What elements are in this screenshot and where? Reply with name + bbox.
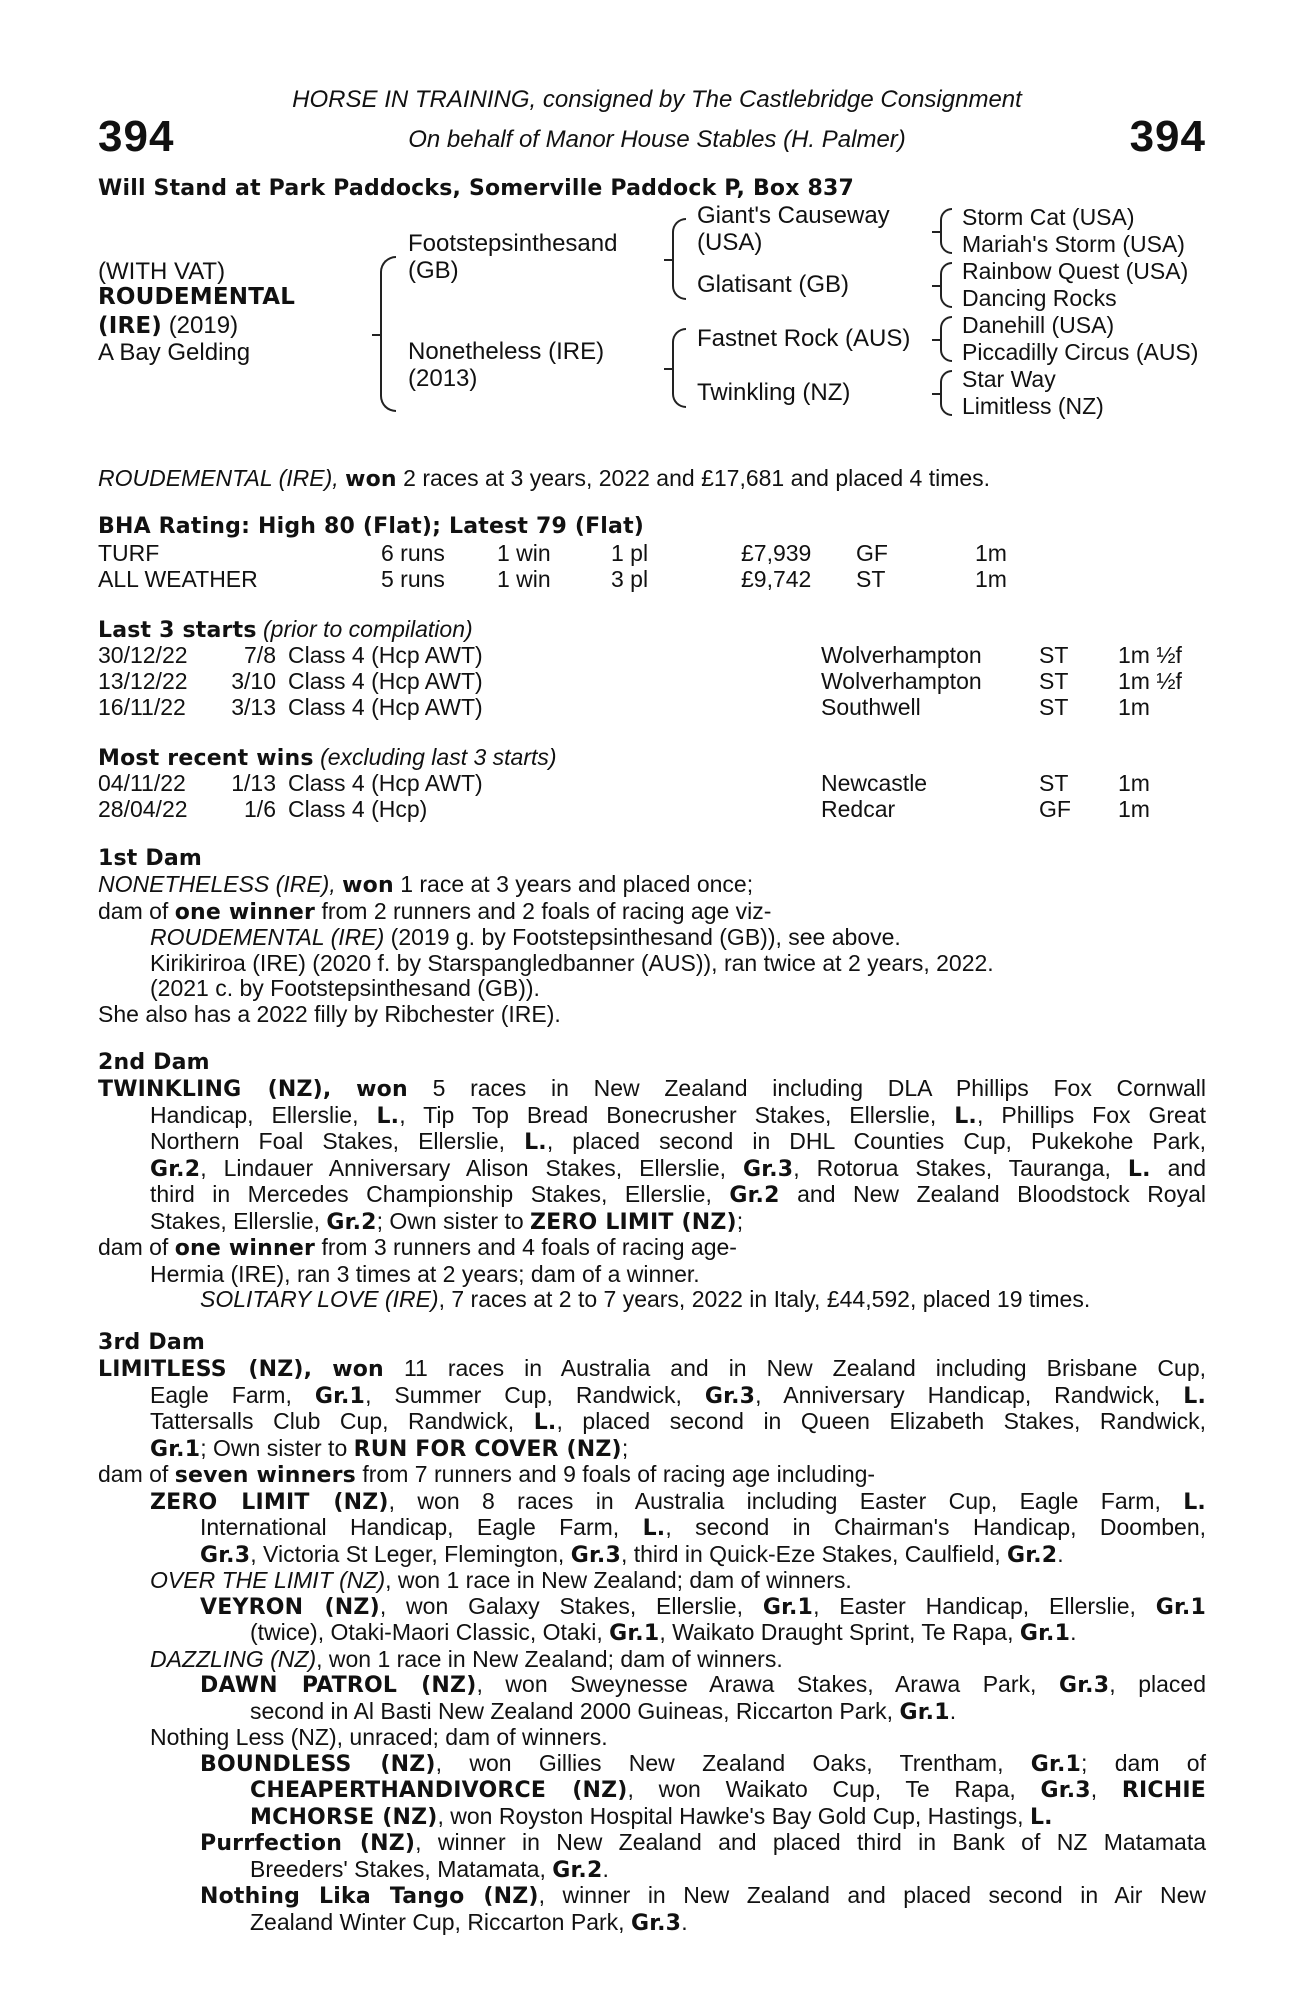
horse-name: ROUDEMENTAL — [98, 284, 296, 310]
first-dam-text: NONETHELESS (IRE), won 1 race at 3 years and placed once; dam of one winner from 2 runners and 2 foals of racing age viz- ROUDEMENTAL (IRE) (2019 g. by Footstepsinthesand (GB)), see above. Kirikiriroa (IRE) (2020 f. by Starspangledbanner (AUS)), ran twice at 2 years, 2022. (2021 c. by Footstepsinthesand (GB)). She also has a 2022 filly by Ribchester (IRE). — [98, 871, 994, 1027]
rating-row-all-weather: ALL WEATHER 5 runs 1 win 3 pl £9,742 ST 1m — [98, 566, 1007, 592]
ggp-brace-1 — [940, 208, 952, 254]
ggp-2: Mariah's Storm (USA) — [962, 231, 1185, 257]
dam-brace — [672, 328, 686, 408]
third-dam-text: LIMITLESS (NZ), won 11 races in Australia and in New Zealand including Brisbane Cup, Eagle Farm, Gr.1, Summer Cup, Randwick, Gr.3, Anniversary Handicap, Randwick, L. Tattersalls Club Cup, Randwick, L., placed second in Queen Elizabeth Stakes, Randwick, Gr.1; Own sister to RUN FOR COVER (NZ); dam of seven winners from 7 runners and 9 foals of racing age including- ZERO LIMIT (NZ), won 8 races in Australia including Easter Cup, Eagle Farm, L. International Handicap, Eagle Farm, L., second in Chairman's Handicap, Doomben, Gr.3, Victoria St Leger, Flemington, Gr.3, third in Quick-Eze Stakes, Caulfield, Gr.2. OVER THE LIMIT (NZ), won 1 race in New Zealand; dam of winners. VEYRON (NZ), won Galaxy Stakes, Ellerslie, Gr.1, Easter Handicap, Ellerslie, Gr.1 (twice), Otaki-Maori Classic, Otaki, Gr.1, Waikato Draught Sprint, Te Rapa, Gr.1. DAZZLING (NZ), won 1 race in New Zealand; dam of winners. DAWN PATROL (NZ), won Sweynesse Arawa Stakes, Arawa Park, Gr.3, placed second in Al Basti New Zealand 2000 Guineas, Riccarton Park, Gr.1. Nothing Less (NZ), unraced; dam of winners. BOUNDLESS (NZ), won Gillies New Zealand Oaks, Trentham, Gr.1; dam of CHEAPERTHANDIVORCE (NZ), won Waikato Cup, Te Rapa, Gr.3, RICHIE MCHORSE (NZ), won Royston Hospital Hawke's Bay Gold Cup, Hastings, L. Purrfection (NZ), winner in New Zealand and placed third in Bank of NZ Matamata Breeders' Stakes, Matamata, Gr.2. Nothing Lika Tango (NZ), winner in New Zealand and placed second in Air New Zealand Winter Cup, Riccarton Park, Gr.3. — [98, 1355, 1207, 1936]
third-dam-title: 3rd Dam — [98, 1330, 205, 1355]
second-dam-text: TWINKLING (NZ), won 5 races in New Zealand including DLA Phillips Fox Cornwall Handicap, Ellerslie, L., Tip Top Bread Bonecrusher Stakes, Ellerslie, L., Phillips Fox Great Northern Foal Stakes, Ellerslie, L., placed second in DHL Counties Cup, Pukekohe Park, Gr.2, Lindauer Anniversary Alison Stakes, Ellerslie, Gr.3, Rotorua Stakes, Tauranga, L. and third in Mercedes Championship Stakes, Ellerslie, Gr.2 and New Zealand Bloodstock Royal Stakes, Ellerslie, Gr.2; Own sister to ZERO LIMIT (NZ); dam of one winner from 3 runners and 4 foals of racing age- Hermia (IRE), ran 3 times at 2 years; dam of a winner. SOLITARY LOVE (IRE), 7 races at 2 to 7 years, 2022 in Italy, £44,592, placed 19 times. — [98, 1075, 1207, 1312]
ggp-brace-4 — [940, 370, 952, 416]
stand-location: Will Stand at Park Paddocks, Somerville Paddock P, Box 837 — [98, 176, 855, 201]
sire-brace — [672, 218, 686, 300]
vat-note: (WITH VAT) — [98, 258, 226, 285]
pedigree-brace — [380, 256, 396, 412]
last3-row: 16/11/22 3/13 Class 4 (Hcp AWT) Southwell ST 1m — [98, 694, 1150, 720]
rating-row-turf: TURF 6 runs 1 win 1 pl £7,939 GF 1m — [98, 540, 1007, 566]
dam-sire: Fastnet Rock (AUS) — [697, 325, 911, 352]
consignor-line: HORSE IN TRAINING, consigned by The Castlebridge Consignment — [292, 86, 1022, 113]
sire-dam: Glatisant (GB) — [697, 271, 850, 298]
ggp-brace-2 — [940, 262, 952, 308]
last3-title: Last 3 starts (prior to compilation) — [98, 616, 473, 643]
ggp-8: Limitless (NZ) — [962, 393, 1104, 419]
horse-origin-year: (IRE) (2019) — [98, 312, 239, 339]
recent-wins-title: Most recent wins (excluding last 3 starts) — [98, 744, 557, 771]
recent-win-row: 28/04/22 1/6 Class 4 (Hcp) Redcar GF 1m — [98, 796, 1150, 822]
last3-row: 13/12/22 3/10 Class 4 (Hcp AWT) Wolverhampton ST 1m ½f — [98, 668, 1182, 694]
dam-dam: Twinkling (NZ) — [697, 379, 851, 406]
race-summary: ROUDEMENTAL (IRE), won 2 races at 3 years, 2022 and £17,681 and placed 4 times. — [98, 465, 991, 492]
second-dam-title: 2nd Dam — [98, 1050, 210, 1075]
ggp-6: Piccadilly Circus (AUS) — [962, 339, 1199, 365]
ggp-4: Dancing Rocks — [962, 285, 1117, 311]
ggp-5: Danehill (USA) — [962, 312, 1115, 338]
lot-number-left: 394 — [98, 112, 175, 161]
ggp-1: Storm Cat (USA) — [962, 204, 1135, 230]
dam: Nonetheless (IRE) (2013) — [408, 338, 605, 392]
on-behalf-line: On behalf of Manor House Stables (H. Palmer) — [408, 126, 906, 153]
horse-description: A Bay Gelding — [98, 339, 251, 366]
sire: Footstepsinthesand (GB) — [408, 230, 618, 284]
last3-row: 30/12/22 7/8 Class 4 (Hcp AWT) Wolverhampton ST 1m ½f — [98, 642, 1182, 668]
recent-win-row: 04/11/22 1/13 Class 4 (Hcp AWT) Newcastle ST 1m — [98, 770, 1150, 796]
ggp-brace-3 — [940, 316, 952, 362]
sire-sire: Giant's Causeway (USA) — [697, 202, 890, 256]
lot-number-right: 394 — [1129, 112, 1206, 161]
bha-rating: BHA Rating: High 80 (Flat); Latest 79 (Flat) — [98, 514, 645, 539]
ggp-list — [962, 204, 1198, 420]
ggp-3: Rainbow Quest (USA) — [962, 258, 1189, 284]
ggp-7: Star Way — [962, 366, 1056, 392]
first-dam-title: 1st Dam — [98, 846, 203, 871]
